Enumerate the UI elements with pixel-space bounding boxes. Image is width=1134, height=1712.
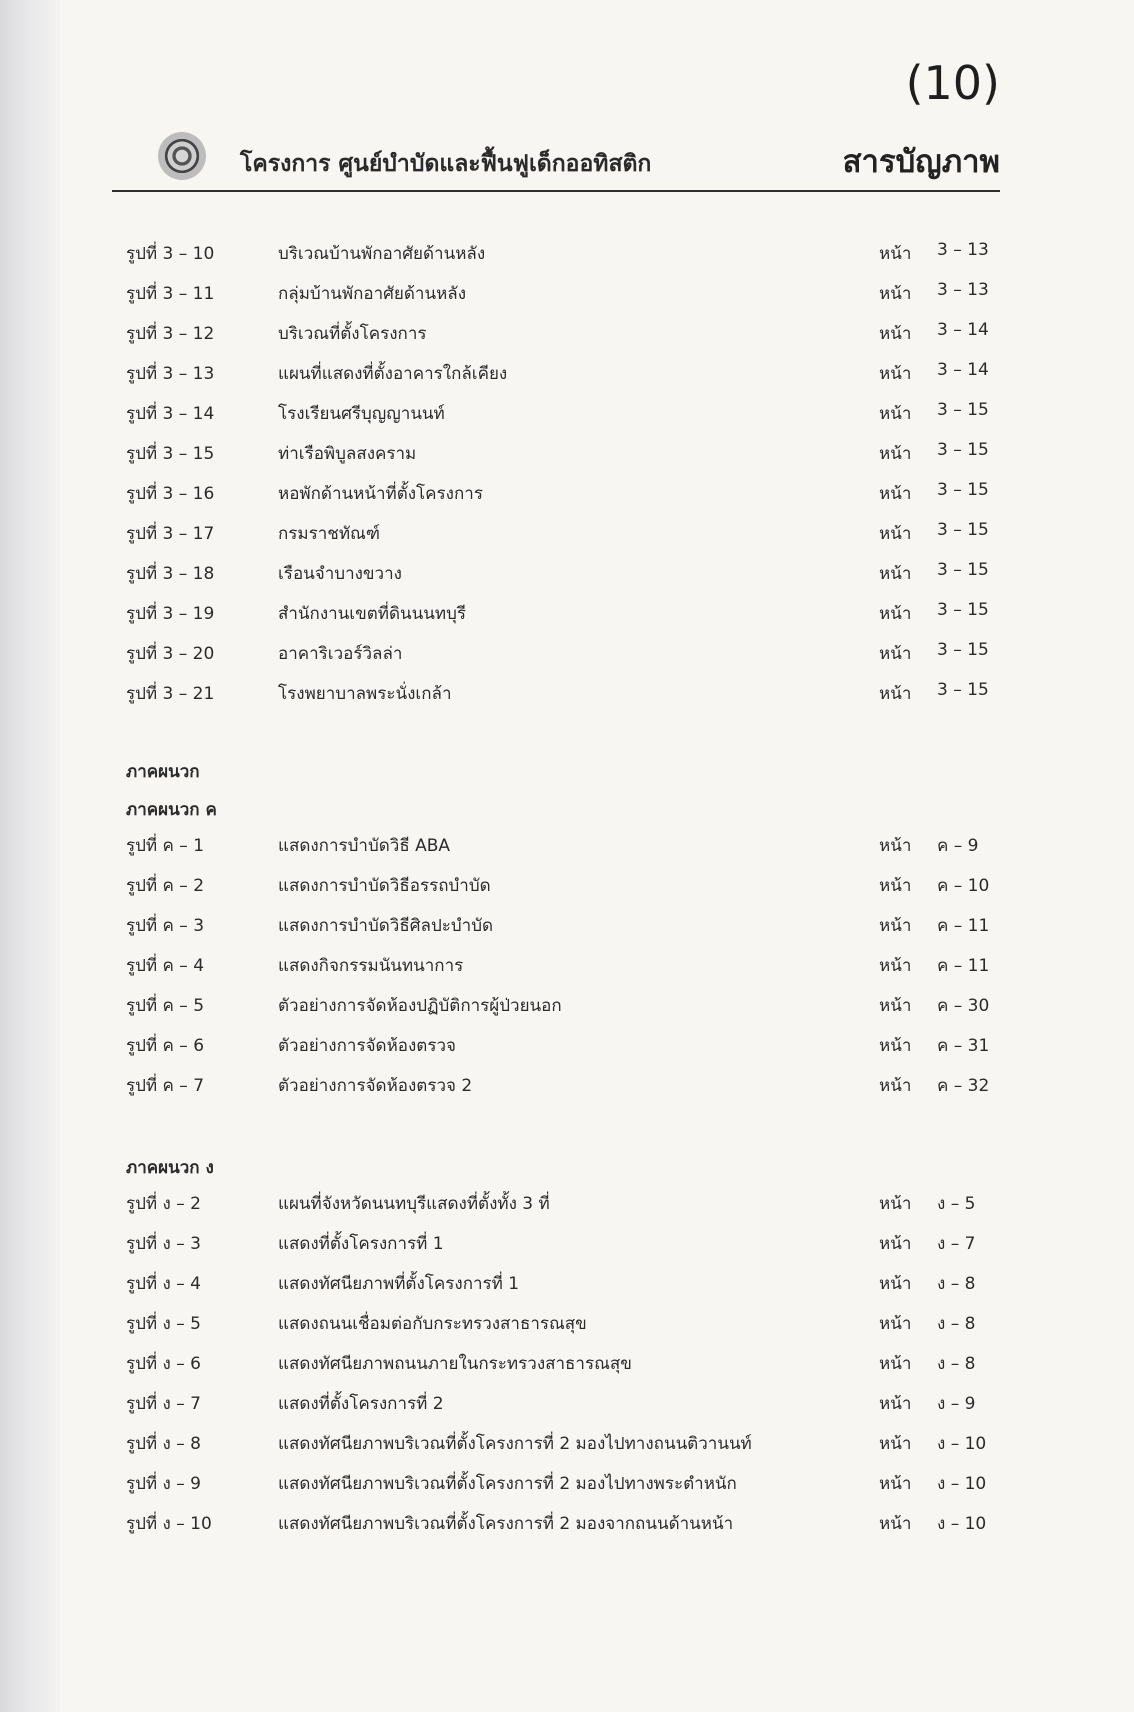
- figure-caption: บริเวณที่ตั้งโครงการ: [278, 324, 427, 344]
- figure-entry: [0, 1032, 1134, 1062]
- figure-entry: [0, 912, 1134, 942]
- figure-caption: โรงพยาบาลพระนั่งเกล้า: [278, 684, 452, 704]
- figure-caption: ท่าเรือพิบูลสงคราม: [278, 444, 417, 464]
- figure-label: รูปที่ ค – 6: [126, 1036, 205, 1056]
- appendix-d-heading: ภาคผนวก ง: [126, 1158, 214, 1178]
- page-label: หน้า: [879, 1076, 912, 1096]
- figure-caption: แสดงทัศนียภาพบริเวณที่ตั้งโครงการที่ 2 มองจากถนนด้านหน้า: [278, 1514, 734, 1534]
- figure-caption: แผนที่จังหวัดนนทบุรีแสดงที่ตั้งทั้ง 3 ที่: [278, 1194, 550, 1214]
- figure-entry: [0, 1510, 1134, 1540]
- figure-caption: สำนักงานเขตที่ดินนนทบุรี: [278, 604, 467, 624]
- figure-label: รูปที่ ง – 10: [126, 1514, 212, 1534]
- figure-caption: เรือนจำบางขวาง: [278, 564, 402, 584]
- figure-entry: [0, 1350, 1134, 1380]
- page-label: หน้า: [879, 524, 912, 544]
- page-number-ref: ค – 11: [937, 916, 990, 936]
- page-number-ref: ค – 31: [937, 1036, 990, 1056]
- figure-caption: อาคาริเวอร์วิลล่า: [278, 644, 403, 664]
- figure-label: รูปที่ 3 – 17: [126, 524, 215, 544]
- page-number-ref: ง – 10: [937, 1434, 987, 1454]
- page-number-ref: ค – 32: [937, 1076, 990, 1096]
- figure-entry: [0, 600, 1134, 630]
- figure-entry: [0, 520, 1134, 550]
- figure-entry: [0, 280, 1134, 310]
- page-label: หน้า: [879, 284, 912, 304]
- page-number-ref: ง – 10: [937, 1514, 987, 1534]
- figure-caption: แสดงที่ตั้งโครงการที่ 1: [278, 1234, 444, 1254]
- figure-caption: แสดงทัศนียภาพที่ตั้งโครงการที่ 1: [278, 1274, 520, 1294]
- figure-entry: [0, 240, 1134, 270]
- figure-caption: หอพักด้านหน้าที่ตั้งโครงการ: [278, 484, 483, 504]
- page-label: หน้า: [879, 484, 912, 504]
- figure-entry: [0, 1390, 1134, 1420]
- page-label: หน้า: [879, 916, 912, 936]
- figure-caption: แสดงการบำบัดวิธีอรรถบำบัด: [278, 876, 491, 896]
- figure-caption: ตัวอย่างการจัดห้องตรวจ: [278, 1036, 456, 1056]
- section-title: สารบัญภาพ: [842, 144, 1000, 180]
- figure-caption: กลุ่มบ้านพักอาศัยด้านหลัง: [278, 284, 467, 304]
- figure-label: รูปที่ ค – 1: [126, 836, 205, 856]
- figure-label: รูปที่ ง – 4: [126, 1274, 201, 1294]
- figure-caption: แสดงทัศนียภาพบริเวณที่ตั้งโครงการที่ 2 มองไปทางพระตำหนัก: [278, 1474, 737, 1494]
- figure-label: รูปที่ 3 – 13: [126, 364, 215, 384]
- figure-caption: แสดงกิจกรรมนันทนาการ: [278, 956, 464, 976]
- figure-label: รูปที่ ง – 3: [126, 1234, 201, 1254]
- page-label: หน้า: [879, 1394, 912, 1414]
- page-number-ref: ง – 7: [937, 1234, 976, 1254]
- figure-caption: แสดงการบำบัดวิธี ABA: [278, 836, 451, 856]
- page-number-ref: 3 – 14: [937, 320, 989, 340]
- figure-label: รูปที่ ค – 7: [126, 1076, 205, 1096]
- page-number-ref: ง – 8: [937, 1354, 976, 1374]
- figure-caption: ตัวอย่างการจัดห้องปฏิบัติการผู้ป่วยนอก: [278, 996, 562, 1016]
- figure-caption: แผนที่แสดงที่ตั้งอาคารใกล้เคียง: [278, 364, 508, 384]
- figure-label: รูปที่ ง – 2: [126, 1194, 201, 1214]
- figure-entry: [0, 360, 1134, 390]
- figure-label: รูปที่ ง – 7: [126, 1394, 201, 1414]
- page-header: [112, 132, 1000, 192]
- page-label: หน้า: [879, 604, 912, 624]
- figure-entry: [0, 560, 1134, 590]
- figure-label: รูปที่ ค – 4: [126, 956, 205, 976]
- page-label: หน้า: [879, 1354, 912, 1374]
- figure-entry: [0, 440, 1134, 470]
- university-seal-icon: [158, 132, 206, 180]
- figure-entry: [0, 1230, 1134, 1260]
- page-label: หน้า: [879, 244, 912, 264]
- page-label: หน้า: [879, 1434, 912, 1454]
- figure-caption: โรงเรียนศรีบุญญานนท์: [278, 404, 445, 424]
- figure-entry: [0, 832, 1134, 862]
- figure-label: รูปที่ 3 – 12: [126, 324, 215, 344]
- figure-entry: [0, 1190, 1134, 1220]
- page-number-ref: ค – 10: [937, 876, 990, 896]
- figure-entry: [0, 872, 1134, 902]
- page-number-ref: ค – 30: [937, 996, 990, 1016]
- figure-label: รูปที่ ค – 3: [126, 916, 205, 936]
- page-number-ref: ง – 8: [937, 1274, 976, 1294]
- page-number-ref: 3 – 15: [937, 560, 989, 580]
- figure-caption: แสดงทัศนียภาพบริเวณที่ตั้งโครงการที่ 2 มองไปทางถนนติวานนท์: [278, 1434, 752, 1454]
- page-label: หน้า: [879, 564, 912, 584]
- figure-caption: แสดงถนนเชื่อมต่อกับกระทรวงสาธารณสุข: [278, 1314, 587, 1334]
- figure-label: รูปที่ ง – 5: [126, 1314, 201, 1334]
- figure-label: รูปที่ 3 – 16: [126, 484, 215, 504]
- figure-entry: [0, 952, 1134, 982]
- figure-entry: [0, 1072, 1134, 1102]
- figure-label: รูปที่ ค – 2: [126, 876, 205, 896]
- page-number-ref: ง – 10: [937, 1474, 987, 1494]
- page-label: หน้า: [879, 956, 912, 976]
- figure-entry: [0, 680, 1134, 710]
- figure-caption: แสดงทัศนียภาพถนนภายในกระทรวงสาธารณสุข: [278, 1354, 632, 1374]
- page-label: หน้า: [879, 1474, 912, 1494]
- page-label: หน้า: [879, 444, 912, 464]
- page-number-ref: 3 – 15: [937, 400, 989, 420]
- page-label: หน้า: [879, 836, 912, 856]
- figure-entry: [0, 1310, 1134, 1340]
- page-label: หน้า: [879, 404, 912, 424]
- figure-label: รูปที่ ง – 6: [126, 1354, 201, 1374]
- figure-entry: [0, 320, 1134, 350]
- figure-caption: ตัวอย่างการจัดห้องตรวจ 2: [278, 1076, 473, 1096]
- figure-label: รูปที่ ค – 5: [126, 996, 205, 1016]
- figure-label: รูปที่ 3 – 10: [126, 244, 215, 264]
- figure-label: รูปที่ 3 – 20: [126, 644, 215, 664]
- figure-entry: [0, 1270, 1134, 1300]
- figure-label: รูปที่ 3 – 19: [126, 604, 215, 624]
- figure-entry: [0, 1470, 1134, 1500]
- page-label: หน้า: [879, 364, 912, 384]
- page-label: หน้า: [879, 1194, 912, 1214]
- figure-entry: [0, 400, 1134, 430]
- page-label: หน้า: [879, 644, 912, 664]
- page-number-ref: ง – 8: [937, 1314, 976, 1334]
- page-number-ref: ง – 5: [937, 1194, 976, 1214]
- page-number-ref: 3 – 15: [937, 440, 989, 460]
- figure-label: รูปที่ 3 – 14: [126, 404, 215, 424]
- page-label: หน้า: [879, 1234, 912, 1254]
- page-number-ref: 3 – 15: [937, 640, 989, 660]
- page-number-ref: ค – 9: [937, 836, 979, 856]
- page-number-ref: ค – 11: [937, 956, 990, 976]
- page-number: (10): [905, 56, 1000, 110]
- figure-caption: บริเวณบ้านพักอาศัยด้านหลัง: [278, 244, 486, 264]
- figure-entry: [0, 480, 1134, 510]
- figure-entry: [0, 992, 1134, 1022]
- page-number-ref: 3 – 14: [937, 360, 989, 380]
- page-number-ref: 3 – 13: [937, 280, 989, 300]
- page-label: หน้า: [879, 996, 912, 1016]
- figure-caption: แสดงที่ตั้งโครงการที่ 2: [278, 1394, 444, 1414]
- page-label: หน้า: [879, 1036, 912, 1056]
- page-number-ref: 3 – 13: [937, 240, 989, 260]
- figure-entry: [0, 640, 1134, 670]
- page-label: หน้า: [879, 1274, 912, 1294]
- appendix-c-heading: ภาคผนวก ค: [126, 800, 217, 820]
- figure-label: รูปที่ 3 – 18: [126, 564, 215, 584]
- page-label: หน้า: [879, 324, 912, 344]
- page-number-ref: 3 – 15: [937, 680, 989, 700]
- page-number-ref: 3 – 15: [937, 480, 989, 500]
- page-number-ref: 3 – 15: [937, 600, 989, 620]
- page-label: หน้า: [879, 1514, 912, 1534]
- page-label: หน้า: [879, 876, 912, 896]
- figure-label: รูปที่ ง – 9: [126, 1474, 201, 1494]
- figure-label: รูปที่ ง – 8: [126, 1434, 201, 1454]
- figure-label: รูปที่ 3 – 11: [126, 284, 215, 304]
- project-title: โครงการ ศูนย์บำบัดและฟื้นฟูเด็กออทิสติก: [240, 151, 652, 177]
- figure-caption: กรมราชทัณฑ์: [278, 524, 380, 544]
- figure-caption: แสดงการบำบัดวิธีศิลปะบำบัด: [278, 916, 494, 936]
- page-number-ref: 3 – 15: [937, 520, 989, 540]
- page-number-ref: ง – 9: [937, 1394, 976, 1414]
- appendix-heading: ภาคผนวก: [126, 762, 200, 782]
- page-label: หน้า: [879, 684, 912, 704]
- page-label: หน้า: [879, 1314, 912, 1334]
- figure-label: รูปที่ 3 – 21: [126, 684, 215, 704]
- figure-entry: [0, 1430, 1134, 1460]
- figure-label: รูปที่ 3 – 15: [126, 444, 215, 464]
